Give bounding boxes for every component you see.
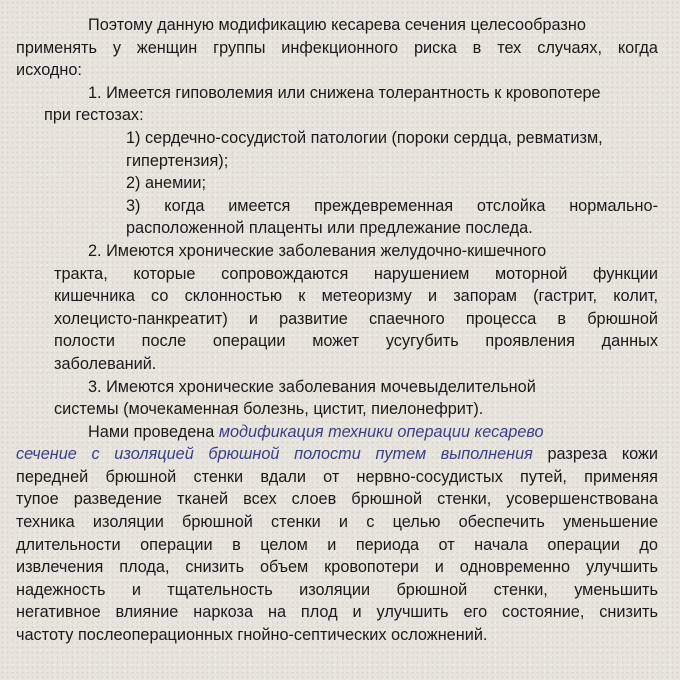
subitem1-line1: 1) сердечно-сосудистой патологии (пороки сердца, ревматизм, [126,128,603,147]
item2-line6: заболеваний. [54,354,157,373]
para1-line3: исходно: [16,61,82,80]
para2-line3: передней брюшной стенки вдали от нервно-сосудистых путей, применяя [16,467,658,486]
para2-line1: Нами проведена модификация техники операции кесарево [88,422,544,441]
para2-line5: техника изоляции брюшной стенки и с целью обеспечить уменьшение [16,513,658,532]
para2-line7: извлечения плода, снизить объем кровопотери и одновременно улучшить [16,558,658,577]
subitem3-line1: 3) когда имеется преждевременная отслойка нормально- [126,196,658,215]
item2-line3: кишечника со склонностью к метеоризму и запорам (гастрит, колит, [54,287,658,306]
item1-line2: при гестозах: [44,106,144,125]
para2-line4: тупое разведение тканей всех слоев брюшной стенки, усовершенствована [16,490,658,509]
item3-line2: системы (мочекаменная болезнь, цистит, пиелонефрит). [54,400,484,419]
item1-line1: 1. Имеется гиповолемия или снижена толерантность к кровопотере [88,83,601,102]
item2-line2: тракта, которые сопровождаются нарушением моторной функции [54,264,658,283]
subitem1-line2: гипертензия); [126,151,229,170]
para1-line1: Поэтому данную модификацию кесарева сечения целесообразно [88,16,586,34]
item2-line1: 2. Имеются хронические заболевания желудочно-кишечного [88,241,547,260]
item2-line5: полости после операции может усугубить проявления данных [54,332,658,351]
para2-line2: сечение с изоляцией брюшной полости путем выполнения разреза кожи [16,445,658,464]
para2-line8: надежность и тщательность изоляции брюшной стенки, уменьшить [16,580,658,599]
emphasis-text: модификация техники операции кесарево [218,422,544,441]
para2-line6: длительности операции в целом и периода от начала операции до [16,535,658,554]
subitem3-line2: расположенной плаценты или предлежание последа. [126,219,533,238]
subitem2-line1: 2) анемии; [126,174,207,193]
para2-line10: частоту послеоперационных гнойно-септических осложнений. [16,626,488,645]
item3-line1: 3. Имеются хронические заболевания мочевыделительной [88,377,536,396]
emphasis-text: сечение с изоляцией брюшной полости путем выполнения [16,445,533,464]
para2-line9: негативное влияние наркоза на плод и улучшить его состояние, снизить [16,603,658,622]
para1-line2: применять у женщин группы инфекционного риска в тех случаях, когда [16,38,658,57]
item2-line4: холецисто-панкреатит) и развитие спаечного процесса в брюшной [54,309,658,328]
